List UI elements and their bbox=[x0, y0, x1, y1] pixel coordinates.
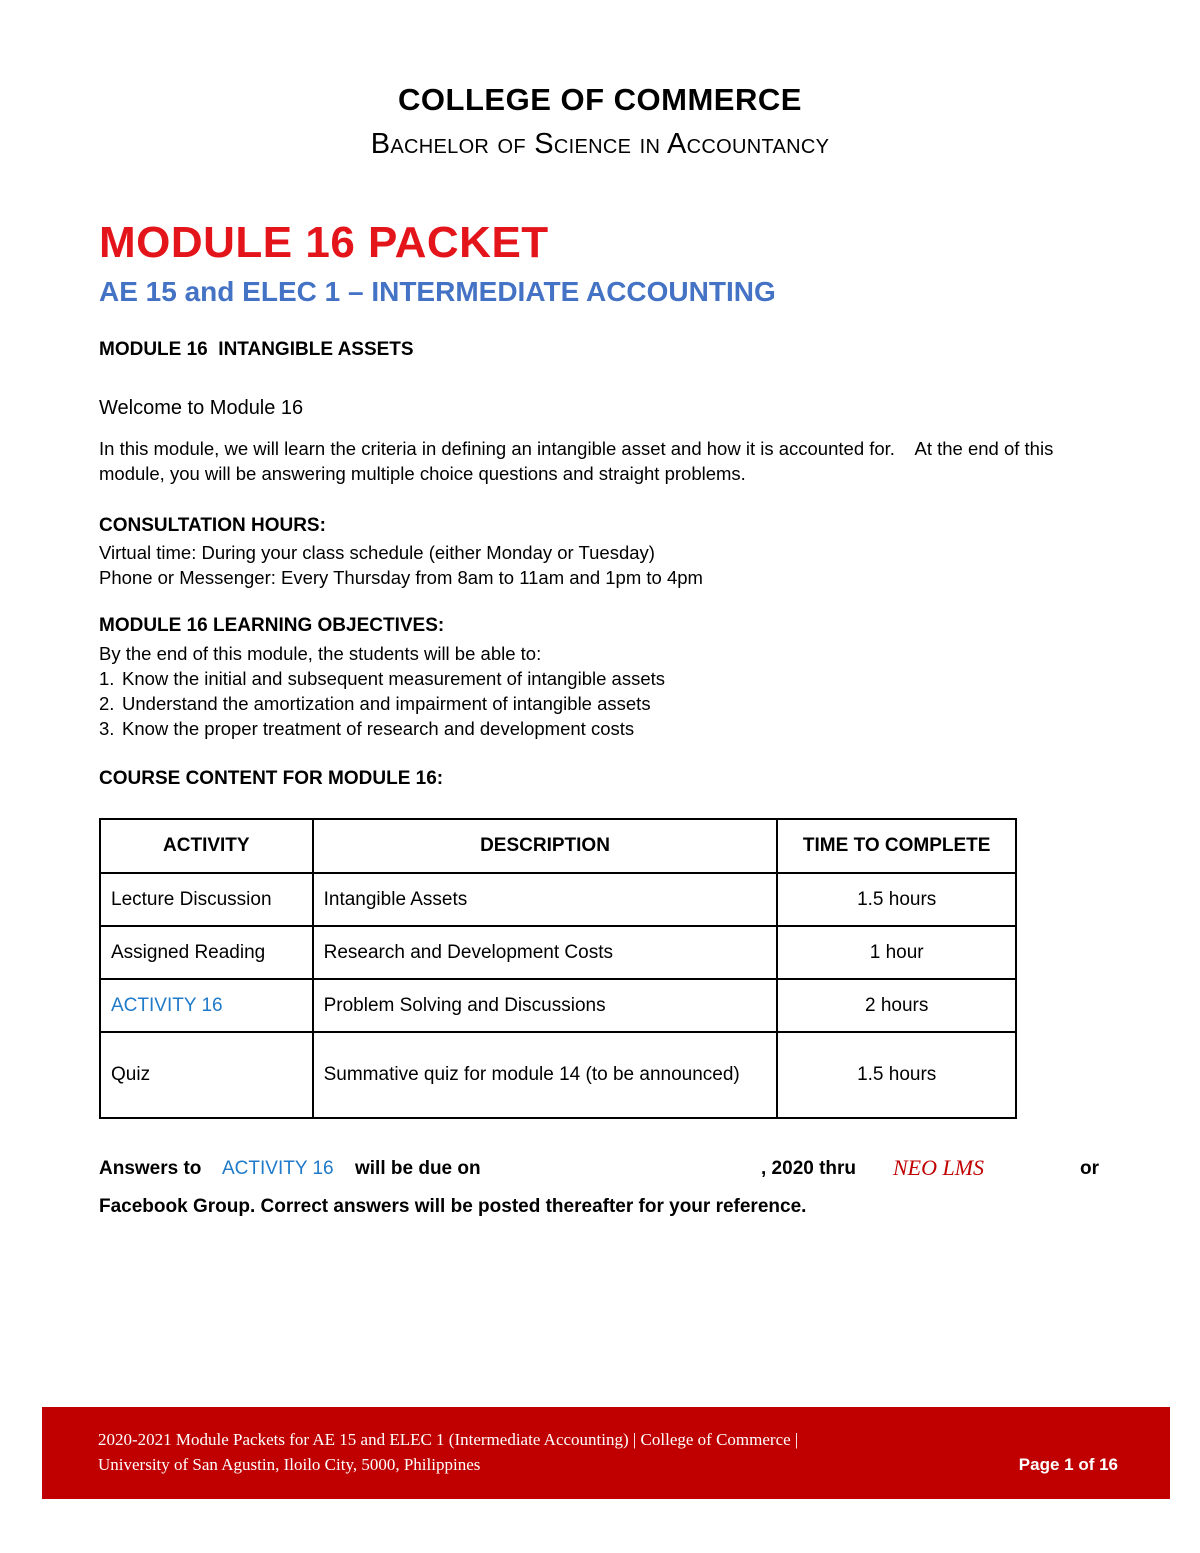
objectives-body bbox=[99, 641, 665, 741]
table-row bbox=[100, 979, 1016, 1032]
intro-paragraph: In this module, we will learn the criteria in defining an intangible asset and how it is accounted for. At the end of this module, you will be answering multiple choice questions and straight problems. bbox=[99, 438, 1059, 484]
objective-number: 3. bbox=[99, 718, 115, 739]
course-title: AE 15 and ELEC 1 – INTERMEDIATE ACCOUNTING bbox=[99, 276, 776, 307]
objectives-list bbox=[99, 666, 665, 741]
objective-number: 1. bbox=[99, 668, 115, 689]
table-header-row bbox=[100, 819, 1016, 873]
module-title: MODULE 16 PACKET bbox=[99, 218, 549, 267]
column-header: DESCRIPTION bbox=[313, 819, 778, 873]
neo-lms-link[interactable]: NEO LMS bbox=[893, 1155, 985, 1180]
description-cell: Problem Solving and Discussions bbox=[313, 979, 778, 1032]
objective-text: Know the proper treatment of research and development costs bbox=[122, 718, 635, 739]
due-activity-link[interactable]: ACTIVITY 16 bbox=[222, 1158, 334, 1179]
objective-number: 2. bbox=[99, 693, 115, 714]
due-date-line-2: Facebook Group. Correct answers will be posted thereafter for your reference. bbox=[99, 1196, 807, 1217]
welcome-text: Welcome to Module 16 bbox=[99, 397, 304, 419]
description-cell: Research and Development Costs bbox=[313, 926, 778, 979]
objective-text: Understand the amortization and impairment of intangible assets bbox=[122, 693, 651, 714]
due-year: , 2020 thru bbox=[761, 1158, 857, 1179]
page-footer bbox=[42, 1407, 1170, 1499]
consultation-body bbox=[99, 540, 703, 590]
objective-item bbox=[99, 666, 665, 691]
page-number: Page 1 of 16 bbox=[1018, 1455, 1118, 1474]
program-name: Bachelor of Science in Accountancy bbox=[370, 128, 830, 160]
time-cell: 1.5 hours bbox=[777, 873, 1016, 926]
college-name: COLLEGE OF COMMERCE bbox=[398, 82, 802, 117]
time-cell: 1.5 hours bbox=[777, 1032, 1016, 1118]
consultation-heading: CONSULTATION HOURS: bbox=[99, 515, 326, 536]
column-header: ACTIVITY bbox=[100, 819, 313, 873]
course-content-table bbox=[99, 818, 1017, 1119]
table-row bbox=[100, 926, 1016, 979]
table-row bbox=[100, 1032, 1016, 1118]
objectives-heading: MODULE 16 LEARNING OBJECTIVES: bbox=[99, 615, 445, 636]
objective-text: Know the initial and subsequent measurement of intangible assets bbox=[122, 668, 666, 689]
due-prefix: Answers to bbox=[99, 1158, 202, 1179]
consultation-line: Virtual time: During your class schedule (either Monday or Tuesday) bbox=[99, 542, 655, 563]
footer-line-1: 2020-2021 Module Packets for AE 15 and ELEC 1 (Intermediate Accounting) | College of Commerce | bbox=[98, 1430, 799, 1449]
module-subtitle: MODULE 16 INTANGIBLE ASSETS bbox=[99, 339, 414, 360]
due-or: or bbox=[1080, 1158, 1099, 1179]
table-row bbox=[100, 873, 1016, 926]
consultation-line: Phone or Messenger: Every Thursday from 8am to 11am and 1pm to 4pm bbox=[99, 567, 703, 588]
course-content-heading: COURSE CONTENT FOR MODULE 16: bbox=[99, 768, 444, 789]
activity-cell: Lecture Discussion bbox=[100, 873, 313, 926]
activity-link[interactable]: ACTIVITY 16 bbox=[100, 979, 313, 1032]
column-header: TIME TO COMPLETE bbox=[777, 819, 1016, 873]
time-cell: 1 hour bbox=[777, 926, 1016, 979]
activity-cell: Quiz bbox=[100, 1032, 313, 1118]
description-cell: Summative quiz for module 14 (to be announced) bbox=[313, 1032, 778, 1118]
activity-cell: Assigned Reading bbox=[100, 926, 313, 979]
due-middle: will be due on bbox=[355, 1158, 481, 1179]
objective-item bbox=[99, 691, 665, 716]
footer-line-2: University of San Agustin, Iloilo City, 5000, Philippines bbox=[98, 1455, 481, 1474]
objective-item bbox=[99, 716, 665, 741]
description-cell: Intangible Assets bbox=[313, 873, 778, 926]
time-cell: 2 hours bbox=[777, 979, 1016, 1032]
objectives-lead: By the end of this module, the students will be able to: bbox=[99, 643, 542, 664]
